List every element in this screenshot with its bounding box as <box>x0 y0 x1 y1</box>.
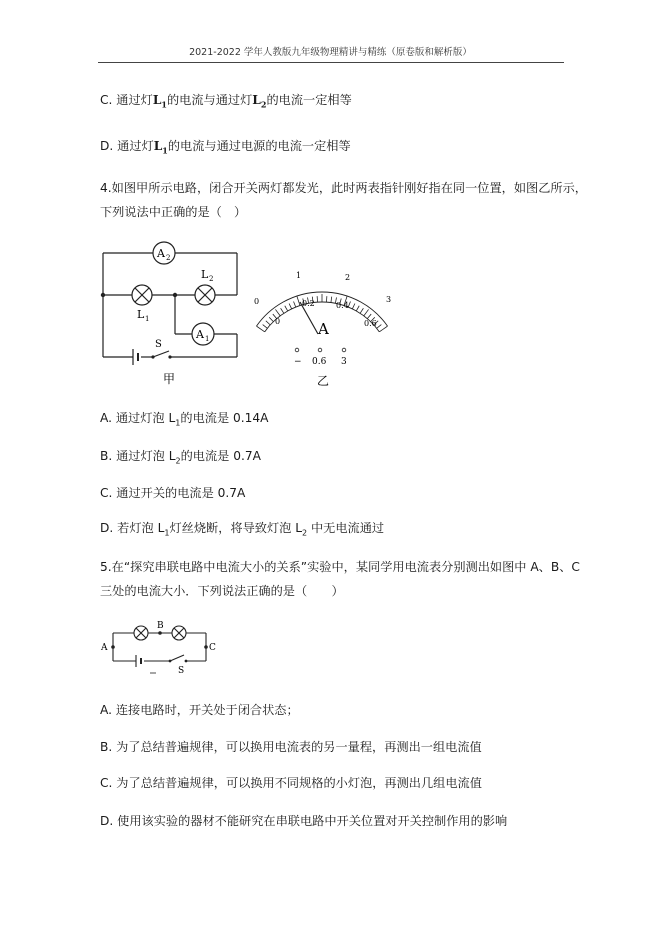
dial-tick <box>263 325 268 329</box>
svg-text:2: 2 <box>209 275 214 283</box>
point-c-label: C <box>209 643 216 653</box>
svg-text:2: 2 <box>166 254 171 262</box>
dial-tick <box>281 308 284 313</box>
outer-tick-1: 1 <box>296 271 302 280</box>
terminal-3: 3 <box>341 357 347 367</box>
dial-tick <box>356 306 359 311</box>
q4-option-d: D. 若灯泡 $L_1$灯丝烧断，将导致灯泡 $L_2$ 中无电流通过 <box>100 521 385 538</box>
dial-tick <box>352 303 355 308</box>
dial-unit: A <box>318 320 329 338</box>
l2-label: L <box>201 268 209 281</box>
q5-stem-line1: 5.在“探究串联电路中电流大小的关系”实验中，某同学用电流表分别测出如图中 A、B、C <box>100 560 580 574</box>
q5-stem-line2: 三处的电流大小．下列说法正确的是（ ） <box>100 584 344 598</box>
caption-yi: 乙 <box>317 374 330 388</box>
inner-tick-0.6: 0.6 <box>364 319 377 328</box>
svg-text:1: 1 <box>145 315 150 323</box>
switch-label: S <box>155 339 162 350</box>
switch-s-label: S <box>178 666 185 676</box>
outer-tick-0: 0 <box>254 297 260 306</box>
svg-text:1: 1 <box>205 335 210 343</box>
q4-option-a: A. 通过灯泡 $L_1$的电流是 0.14A <box>100 411 269 428</box>
dial-tick <box>379 326 387 332</box>
dial-tick <box>285 306 288 311</box>
q4-circuit-diagram-jia <box>95 235 245 385</box>
a2-label: A <box>157 247 165 260</box>
q5-option-b: B. 为了总结普遍规律，可以换用电流表的另一量程，再测出一组电流值 <box>100 740 482 754</box>
outer-tick-3: 3 <box>386 295 392 304</box>
inner-tick-0.2: 0.2 <box>302 299 315 308</box>
q4-option-b: B. 通过灯泡 $L_2$的电流是 0.7A <box>100 449 261 466</box>
dial-tick <box>297 296 300 305</box>
q3-option-d: D. 通过灯$L_1$的电流与通过电源的电流一定相等 <box>100 139 351 156</box>
dial-tick <box>275 309 280 315</box>
terminal-0.6: 0.6 <box>312 357 327 367</box>
q5-option-d: D. 使用该实验的器材不能研究在串联电路中开关位置对开关控制作用的影响 <box>100 814 508 828</box>
dial-tick <box>294 302 296 308</box>
page-header: 2021-2022 学年人教版九年级物理精讲与精练（原卷版和解析版） <box>189 47 472 58</box>
caption-jia: 甲 <box>163 372 176 385</box>
q3-option-c: C. 通过灯$L_1$的电流与通过灯$L_2$的电流一定相等 <box>100 93 352 110</box>
q4-ammeter-dial-yi <box>250 262 400 392</box>
l1-label: L <box>137 308 145 321</box>
dial-tick <box>377 325 382 329</box>
q5-option-a: A. 连接电路时，开关处于闭合状态； <box>100 703 299 717</box>
q5-series-circuit <box>98 618 228 676</box>
header-rule <box>98 62 564 63</box>
dial-tick <box>364 309 369 315</box>
dial-tick <box>266 321 270 325</box>
point-a-label: A <box>101 643 108 653</box>
outer-tick-2: 2 <box>345 273 351 282</box>
inner-tick-0.4: 0.4 <box>336 301 349 310</box>
q5-option-c: C. 为了总结普遍规律，可以换用不同规格的小灯泡，再测出几组电流值 <box>100 776 482 790</box>
terminal-minus: − <box>294 357 302 367</box>
dial-tick <box>367 314 371 319</box>
point-b-label: B <box>157 621 164 631</box>
dial-tick <box>269 317 273 321</box>
dial-tick <box>360 308 363 313</box>
inner-tick-0: 0 <box>275 317 281 326</box>
dial-tick <box>256 326 264 332</box>
dial-tick <box>331 297 332 303</box>
q4-stem-line1: 4.如图甲所示电路，闭合开关两灯都发光，此时两表指针刚好指在同一位置，如图乙所示， <box>100 181 587 195</box>
a1-label: A <box>196 328 204 341</box>
q4-stem-line2: 下列说法中正确的是（ ） <box>100 205 247 219</box>
dial-tick <box>289 303 292 308</box>
q4-option-c: C. 通过开关的电流是 0.7A <box>100 486 246 500</box>
